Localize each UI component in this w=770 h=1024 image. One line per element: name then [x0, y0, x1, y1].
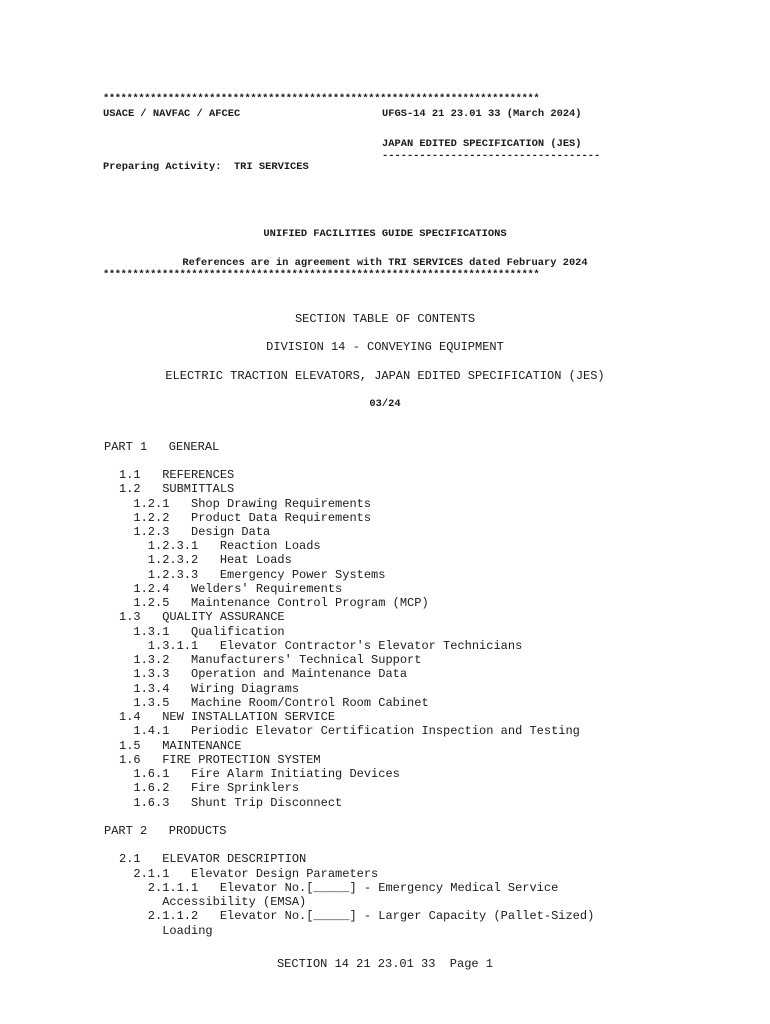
toc-entry: 2.1.1.1 Elevator No.[_____] - Emergency Medical Service: [119, 881, 559, 895]
toc-entry: 1.2.3.1 Reaction Loads: [119, 539, 321, 553]
toc-entry: 2.1.1 Elevator Design Parameters: [119, 867, 379, 881]
toc-entry: 1.4.1 Periodic Elevator Certification Inspection and Testing: [119, 724, 580, 738]
toc-entry: 1.2.3 Design Data: [119, 525, 271, 539]
toc-entry: 2.1.1.2 Elevator No.[_____] - Larger Capacity (Pallet-Sized): [119, 909, 595, 923]
header-stars-bottom: **************************************************************************: [103, 269, 540, 281]
preparing-activity: Preparing Activity: TRI SERVICES: [103, 161, 309, 173]
toc-entry: Accessibility (EMSA): [119, 895, 307, 909]
toc-entry: 1.2.2 Product Data Requirements: [119, 511, 372, 525]
toc-entry: 1.2.3.3 Emergency Power Systems: [119, 568, 386, 582]
toc-entry: 1.4 NEW INSTALLATION SERVICE: [119, 710, 336, 724]
toc-entry: 1.1 REFERENCES: [119, 468, 235, 482]
edition-label: JAPAN EDITED SPECIFICATION (JES): [382, 138, 582, 150]
toc-entry: 1.3.2 Manufacturers' Technical Support: [119, 653, 422, 667]
division-label: DIVISION 14 - CONVEYING EQUIPMENT: [266, 340, 504, 354]
section-date: 03/24: [369, 398, 401, 410]
org-label: USACE / NAVFAC / AFCEC: [103, 108, 241, 120]
part-1-heading: PART 1 GENERAL: [104, 440, 220, 454]
toc-entry: 1.2.5 Maintenance Control Program (MCP): [119, 596, 429, 610]
toc-entry: 1.6.2 Fire Sprinklers: [119, 781, 300, 795]
header-stars-top: **************************************************************************: [103, 93, 540, 105]
toc-entry: 1.3.3 Operation and Maintenance Data: [119, 667, 408, 681]
toc-entry: 1.2.1 Shop Drawing Requirements: [119, 497, 372, 511]
part-2-heading: PART 2 PRODUCTS: [104, 824, 227, 838]
toc-entry: 1.3.1.1 Elevator Contractor's Elevator Technicians: [119, 639, 523, 653]
toc-entry: 2.1 ELEVATOR DESCRIPTION: [119, 852, 307, 866]
section-name: ELECTRIC TRACTION ELEVATORS, JAPAN EDITED SPECIFICATION (JES): [165, 369, 605, 383]
document-title: UNIFIED FACILITIES GUIDE SPECIFICATIONS: [263, 228, 507, 240]
toc-entry: Loading: [119, 924, 213, 938]
edition-underline: -----------------------------------: [382, 150, 601, 162]
toc-title: SECTION TABLE OF CONTENTS: [294, 312, 476, 326]
toc-entry: 1.6 FIRE PROTECTION SYSTEM: [119, 753, 321, 767]
toc-entry: 1.2.4 Welders' Requirements: [119, 582, 343, 596]
toc-entry: 1.5 MAINTENANCE: [119, 739, 242, 753]
toc-entry: 1.3 QUALITY ASSURANCE: [119, 610, 285, 624]
toc-entry: 1.3.5 Machine Room/Control Room Cabinet: [119, 696, 429, 710]
page-footer: SECTION 14 21 23.01 33 Page 1: [276, 957, 494, 971]
toc-entry: 1.3.4 Wiring Diagrams: [119, 682, 300, 696]
toc-entry: 1.6.1 Fire Alarm Initiating Devices: [119, 767, 400, 781]
toc-entry: 1.2 SUBMITTALS: [119, 482, 235, 496]
toc-entry: 1.3.1 Qualification: [119, 625, 285, 639]
spec-id: UFGS-14 21 23.01 33 (March 2024): [382, 108, 582, 120]
toc-entry: 1.6.3 Shunt Trip Disconnect: [119, 796, 343, 810]
toc-entry: 1.2.3.2 Heat Loads: [119, 553, 292, 567]
references-note: References are in agreement with TRI SERVICES dated February 2024: [182, 257, 588, 269]
